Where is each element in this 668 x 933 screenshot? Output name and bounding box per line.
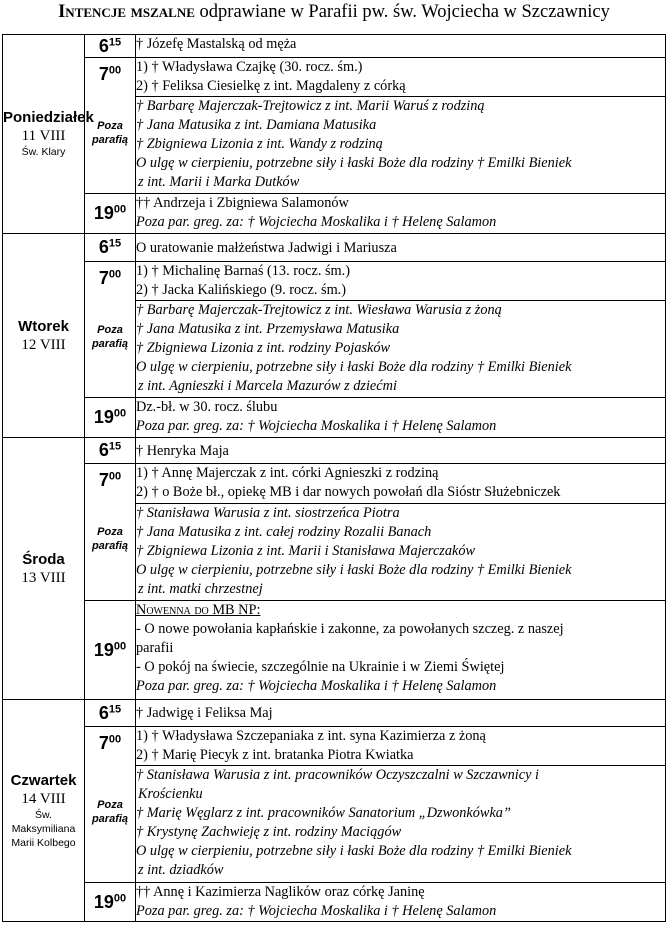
intention-cell xyxy=(136,438,666,464)
day-cell-tuesday xyxy=(3,234,85,438)
time-minute: 15 xyxy=(108,36,122,49)
poza-cell xyxy=(136,504,666,601)
time-cell xyxy=(85,234,136,262)
intention-line: 2) † o Boże bł., opiekę MB i dar nowych powołań dla Sióstr Służebniczek xyxy=(136,484,561,500)
time-hour: 6 xyxy=(98,440,109,460)
day-date: 13 VIII xyxy=(21,569,66,586)
intention-line: Poza par. greg. za: † Wojciecha Moskalika i † Helenę Salamon xyxy=(136,903,497,919)
intention-line: - O nowe powołania kapłańskie i zakonne, za powołanych szczeg. z naszej xyxy=(136,621,564,637)
intention-line: † Jana Matusika z int. Przemysława Matusika xyxy=(136,321,400,337)
intention-line: † Barbarę Majerczak-Trejtowicz z int. Marii Waruś z rodziną xyxy=(136,98,485,114)
poza-label-2: parafią xyxy=(91,813,129,825)
intention-cell xyxy=(136,234,666,262)
intention-line: z int. matki chrzestnej xyxy=(138,581,263,597)
poza-cell xyxy=(136,301,666,398)
time-hour: 7 xyxy=(98,268,109,288)
table-row xyxy=(3,194,666,234)
title-lead: Intencje mszalne xyxy=(58,2,195,22)
day-name: Środa xyxy=(22,550,65,568)
intention-line: † Stanisława Warusia z int. siostrzeńca Piotra xyxy=(136,505,400,521)
intention-line: - O pokój na świecie, szczególnie na Ukrainie i w Ziemi Świętej xyxy=(136,659,505,675)
intention-line: † Stanisława Warusia z int. pracowników Oczyszczalni w Szczawnicy i xyxy=(136,767,539,783)
title-rest: odprawiane w Parafii pw. św. Wojciecha w Szczawnicy xyxy=(199,2,610,22)
time-hour: 19 xyxy=(93,407,114,427)
poza-label-1: Poza xyxy=(97,526,123,538)
day-cell-thursday xyxy=(3,700,85,922)
poza-label xyxy=(85,323,135,351)
time-cell xyxy=(85,464,136,601)
time-hour: 6 xyxy=(98,237,109,257)
time-minute: 00 xyxy=(113,892,127,905)
day-date: 11 VIII xyxy=(21,128,66,144)
table-row xyxy=(3,438,666,464)
intention-line: O ulgę w cierpieniu, potrzebne siły i łaski Boże dla rodziny † Emilki Bieniek xyxy=(136,562,572,578)
intention-cell xyxy=(136,883,666,922)
time-minute: 00 xyxy=(108,733,122,746)
time-hour: 19 xyxy=(93,891,114,912)
intentions-table xyxy=(2,34,666,922)
poza-label-1: Poza xyxy=(97,324,123,336)
day-name: Poniedziałek xyxy=(3,109,94,126)
time-hour: 7 xyxy=(98,733,109,753)
time-cell xyxy=(85,700,136,727)
table-row xyxy=(3,35,666,58)
day-saint: Marii Kolbego xyxy=(11,836,76,849)
intention-cell xyxy=(136,601,666,700)
intention-line: † Zbigniewa Lizonia z int. Wandy z rodziną xyxy=(136,136,383,152)
time-minute: 00 xyxy=(108,268,122,281)
time-hour: 6 xyxy=(98,35,109,56)
day-cell-wednesday xyxy=(3,438,85,700)
time-cell xyxy=(85,35,136,58)
intention-line: † Barbarę Majerczak-Trejtowicz z int. Wiesława Warusia z żoną xyxy=(136,302,502,318)
poza-label xyxy=(85,798,135,826)
intention-line: 2) † Jacka Kalińskiego (9. rocz. śm.) xyxy=(136,282,347,298)
intention-line: † Krystynę Zachwieję z int. rodziny Maciągów xyxy=(136,824,402,840)
intention-line: O ulgę w cierpieniu, potrzebne siły i łaski Boże dla rodziny † Emilki Bieniek xyxy=(136,359,572,375)
intention-line: Poza par. greg. za: † Wojciecha Moskalika i † Helenę Salamon xyxy=(136,678,497,694)
intention-line: † Józefę Mastalską od męża xyxy=(136,36,297,52)
table-row xyxy=(3,464,666,504)
intention-cell xyxy=(136,464,666,504)
time-minute: 00 xyxy=(113,407,127,420)
day-name: Wtorek xyxy=(18,317,69,335)
intention-cell xyxy=(136,194,666,234)
nowenna-heading: Nowenna do MB NP: xyxy=(136,602,261,618)
intention-line: 1) † Władysława Czajkę (30. rocz. śm.) xyxy=(136,59,363,75)
intention-line: 1) † Władysława Szczepaniaka z int. syna Kazimierza z żoną xyxy=(136,728,486,744)
intention-line: † Jana Matusika z int. Damiana Matusika xyxy=(136,117,377,133)
intention-line: Poza par. greg. za: † Wojciecha Moskalika i † Helenę Salamon xyxy=(136,418,497,434)
day-cell-monday xyxy=(3,35,94,234)
intention-line: 1) † Michalinę Barnaś (13. rocz. śm.) xyxy=(136,263,350,279)
time-minute: 00 xyxy=(108,64,122,77)
time-hour: 19 xyxy=(93,203,114,223)
time-minute: 15 xyxy=(108,703,122,716)
poza-label-2: parafią xyxy=(91,134,129,146)
time-hour: 7 xyxy=(98,470,109,490)
intention-cell xyxy=(136,398,666,438)
intention-line: † Henryka Maja xyxy=(136,443,229,459)
intention-line: 1) † Annę Majerczak z int. córki Agnieszki z rodziną xyxy=(136,465,439,481)
intention-line: † Zbigniewa Lizonia z int. Marii i Stanisława Majerczaków xyxy=(136,543,476,559)
intention-line: z int. Agnieszki i Marcela Mazurów z dziećmi xyxy=(138,378,397,394)
day-date: 12 VIII xyxy=(21,336,66,353)
table-row xyxy=(3,234,666,262)
intention-line: Poza par. greg. za: † Wojciecha Moskalika i † Helenę Salamon xyxy=(136,214,497,230)
time-cell xyxy=(85,601,136,700)
intention-cell xyxy=(136,58,666,97)
table-row xyxy=(3,883,666,922)
day-name: Czwartek xyxy=(10,771,77,789)
intention-cell xyxy=(136,727,666,766)
page-title xyxy=(0,2,668,22)
poza-label-1: Poza xyxy=(97,799,123,811)
intention-line: 2) † Feliksa Ciesielkę z int. Magdaleny z córką xyxy=(136,78,406,94)
table-row xyxy=(3,262,666,301)
poza-cell xyxy=(136,766,666,883)
time-minute: 00 xyxy=(113,203,127,216)
intention-line: parafii xyxy=(136,640,174,656)
intention-line: 2) † Marię Piecyk z int. bratanka Piotra Kwiatka xyxy=(136,747,414,763)
time-hour: 19 xyxy=(93,639,114,660)
day-saint: Św. Maksymiliana xyxy=(11,808,76,835)
time-hour: 6 xyxy=(98,702,109,723)
intention-line: † Jana Matusika z int. całej rodziny Rozalii Banach xyxy=(136,524,432,540)
time-minute: 00 xyxy=(113,640,127,653)
intention-line: † Zbigniewa Lizonia z int. rodziny Pojasków xyxy=(136,340,391,356)
time-minute: 15 xyxy=(108,440,122,453)
poza-label-2: parafią xyxy=(91,540,129,552)
time-cell xyxy=(85,398,136,438)
intention-line: † Jadwigę i Feliksa Maj xyxy=(136,705,273,721)
intention-line: O ulgę w cierpieniu, potrzebne siły i łaski Boże dla rodziny † Emilki Bieniek xyxy=(136,155,572,171)
table-row xyxy=(3,58,666,97)
time-minute: 00 xyxy=(108,470,122,483)
intention-line: †† Andrzeja i Zbigniewa Salamonów xyxy=(136,195,349,211)
table-row xyxy=(3,700,666,727)
day-date: 14 VIII xyxy=(21,790,66,807)
poza-label xyxy=(85,525,135,553)
intention-line: †† Annę i Kazimierza Naglików oraz córkę Janinę xyxy=(136,884,425,900)
poza-label-2: parafią xyxy=(91,338,129,350)
intention-line: Krościenku xyxy=(138,786,203,802)
table-row xyxy=(3,398,666,438)
intention-line: z int. Marii i Marka Dutków xyxy=(138,174,300,190)
table-row xyxy=(3,727,666,766)
intention-line: O ulgę w cierpieniu, potrzebne siły i łaski Boże dla rodziny † Emilki Bieniek xyxy=(136,843,572,859)
intention-line: † Marię Węglarz z int. pracowników Sanatorium „Dzwonkówka” xyxy=(136,805,511,821)
time-cell xyxy=(85,194,136,234)
table-row xyxy=(3,601,666,700)
poza-cell xyxy=(136,97,666,194)
time-minute: 15 xyxy=(108,237,122,250)
time-cell xyxy=(85,438,136,464)
intention-cell xyxy=(136,35,666,58)
time-hour: 7 xyxy=(98,64,109,84)
intention-cell xyxy=(136,700,666,727)
poza-label-1: Poza xyxy=(97,120,123,132)
time-cell xyxy=(85,883,136,922)
day-saint: Św. Klary xyxy=(21,146,66,158)
intention-line: Dz.-bł. w 30. rocz. ślubu xyxy=(136,399,278,415)
intention-line: O uratowanie małżeństwa Jadwigi i Mariusza xyxy=(136,240,397,256)
intention-line: z int. dziadków xyxy=(138,862,224,878)
time-cell xyxy=(85,727,136,883)
time-cell xyxy=(85,262,136,398)
intention-cell xyxy=(136,262,666,301)
